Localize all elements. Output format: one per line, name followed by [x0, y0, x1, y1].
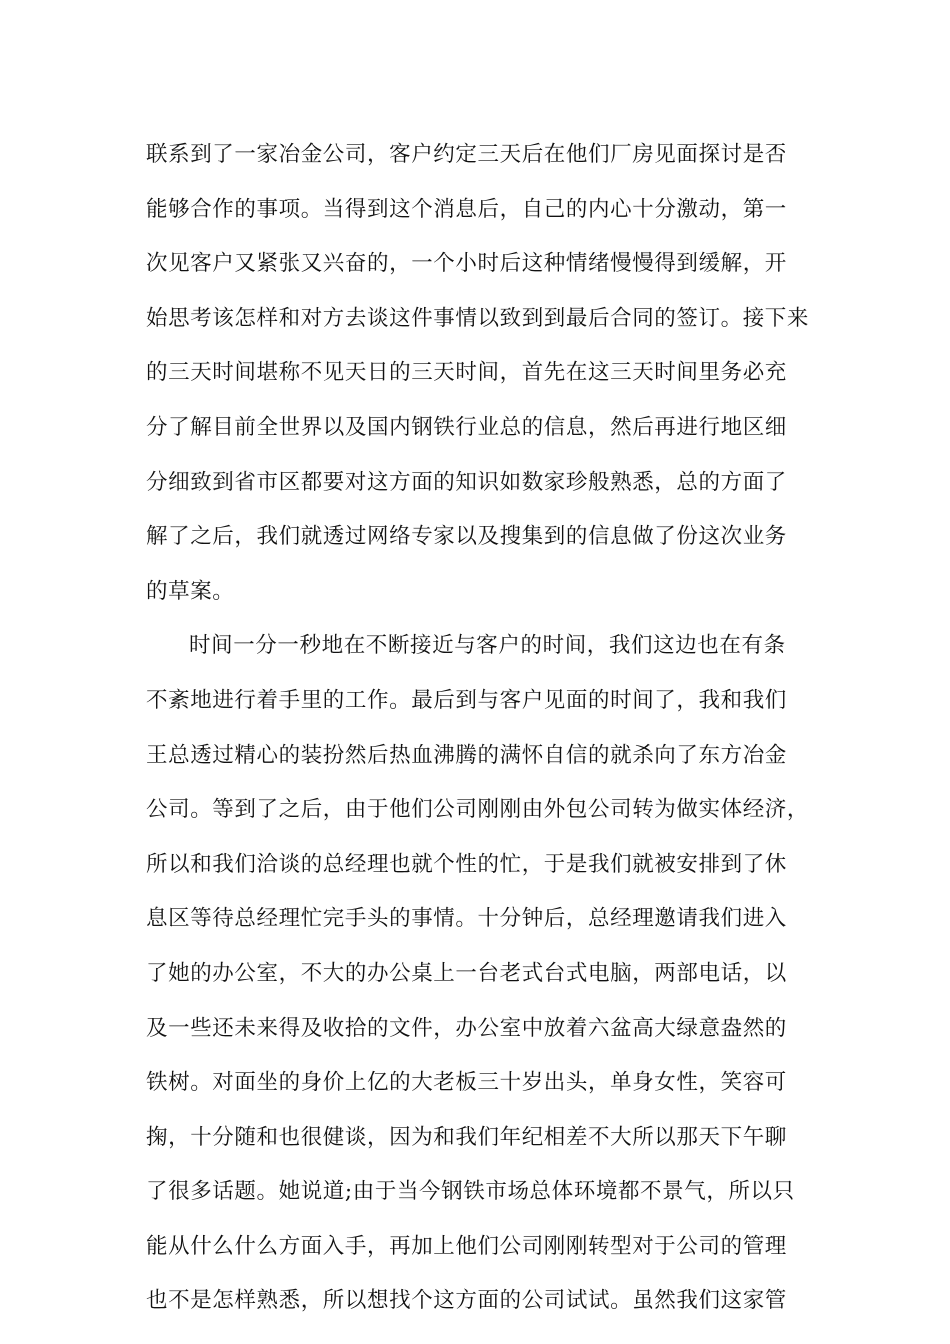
text-line: 的三天时间堪称不见天日的三天时间，首先在这三天时间里务必充	[146, 360, 787, 386]
text-line-indented: 时间一分一秒地在不断接近与客户的时间，我们这边也在有条	[189, 633, 786, 659]
text-line: 及一些还未来得及收拾的文件，办公室中放着六盆高大绿意盎然的	[146, 1015, 787, 1041]
text-line: 能够合作的事项。当得到这个消息后，自己的内心十分激动，第一	[146, 196, 787, 222]
text-line: 所以和我们洽谈的总经理也就个性的忙，于是我们就被安排到了休	[146, 851, 787, 877]
text-line: 始思考该怎样和对方去谈这件事情以致到到最后合同的签订。接下来	[146, 305, 810, 331]
text-line: 掬，十分随和也很健谈，因为和我们年纪相差不大所以那天下午聊	[146, 1124, 787, 1150]
paragraph-1	[146, 128, 826, 619]
text-line: 联系到了一家冶金公司，客户约定三天后在他们厂房见面探讨是否	[146, 142, 787, 167]
text-line: 次见客户又紧张又兴奋的，一个小时后这种情绪慢慢得到缓解，开	[146, 251, 787, 277]
paragraph-2	[146, 619, 826, 1329]
text-line: 也不是怎样熟悉，所以想找个这方面的公司试试。虽然我们这家管	[146, 1288, 787, 1314]
text-line: 息区等待总经理忙完手头的事情。十分钟后，总经理邀请我们进入	[146, 906, 787, 932]
text-line: 公司。等到了之后，由于他们公司刚刚由外包公司转为做实体经济，	[146, 797, 810, 823]
text-line: 解了之后，我们就透过网络专家以及搜集到的信息做了份这次业务	[146, 524, 787, 550]
text-line: 能从什么什么方面入手，再加上他们公司刚刚转型对于公司的管理	[146, 1233, 787, 1259]
text-line: 了她的办公室，不大的办公桌上一台老式台式电脑，两部电话，以	[146, 960, 787, 986]
text-line: 王总透过精心的装扮然后热血沸腾的满怀自信的就杀向了东方冶金	[146, 742, 787, 768]
text-line: 了很多话题。她说道;由于当今钢铁市场总体环境都不景气，所以只	[146, 1179, 795, 1205]
text-line: 铁树。对面坐的身价上亿的大老板三十岁出头，单身女性，笑容可	[146, 1070, 787, 1096]
text-line: 不紊地进行着手里的工作。最后到与客户见面的时间了，我和我们	[146, 687, 787, 713]
text-line: 分了解目前全世界以及国内钢铁行业总的信息，然后再进行地区细	[146, 414, 787, 440]
text-line: 的草案。	[146, 578, 235, 604]
text-line: 分细致到省市区都要对这方面的知识如数家珍般熟悉，总的方面了	[146, 469, 787, 495]
document-body	[146, 128, 826, 1329]
